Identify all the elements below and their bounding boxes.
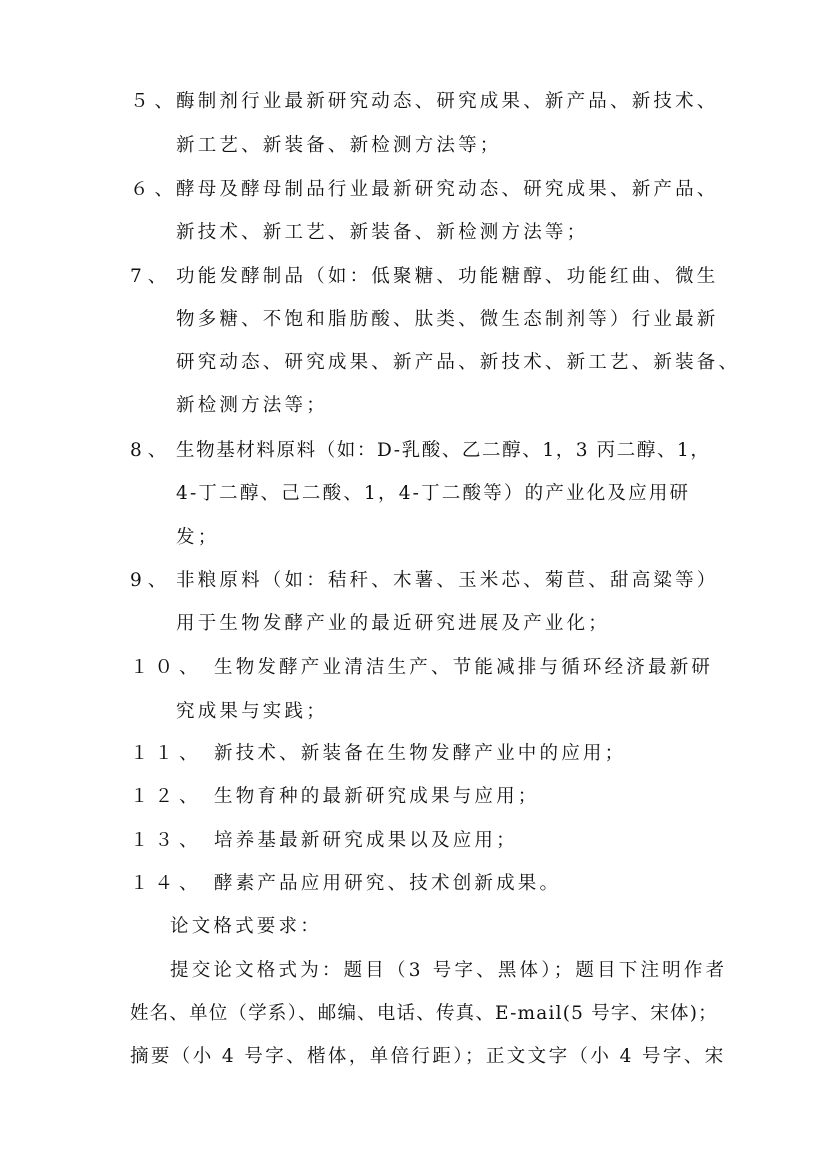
item-text-line: 究成果与实践； <box>176 701 328 722</box>
item-text-line: 功能发酵制品（如：低聚糖、功能糖醇、功能红曲、微生 <box>176 266 719 287</box>
item-text-line: 酵素产品应用研究、技术创新成果。 <box>214 873 562 894</box>
item-text-line: 4-丁二醇、己二酸、1，4-丁二酸等）的产业化及应用研 <box>176 483 691 504</box>
item-number: 7、 <box>130 266 173 287</box>
section-heading: 论文格式要求： <box>170 916 322 937</box>
item-number: １３、 <box>130 830 204 851</box>
item-text-line: 酵母及酵母制品行业最新研究动态、研究成果、新产品、 <box>176 179 719 200</box>
item-number: ５、 <box>130 91 180 112</box>
item-text-line: 新技术、新装备在生物发酵产业中的应用； <box>214 743 627 764</box>
item-number: １１、 <box>130 743 204 764</box>
item-text-line: 研究动态、研究成果、新产品、新技术、新工艺、新装备、 <box>176 352 741 373</box>
item-text-line: 新工艺、新装备、新检测方法等； <box>176 135 502 156</box>
item-text-line: 新检测方法等； <box>176 395 328 416</box>
paragraph-line: 姓名、单位（学系）、邮编、电话、传真、E-mail(5 号字、宋体)； <box>130 1003 718 1024</box>
item-text-line: 新技术、新工艺、新装备、新检测方法等； <box>176 222 589 243</box>
item-text-line: 培养基最新研究成果以及应用； <box>214 830 518 851</box>
paragraph-line: 摘要（小 4 号字、楷体，单倍行距）；正文文字（小 4 号字、宋 <box>130 1046 726 1067</box>
item-text-line: 酶制剂行业最新研究动态、研究成果、新产品、新技术、 <box>176 91 719 112</box>
item-text-line: 生物基材料原料（如：D-乳酸、乙二醇、1，3 丙二醇、1， <box>176 440 711 461</box>
item-text-line: 生物发酵产业清洁生产、节能减排与循环经济最新研 <box>214 657 714 678</box>
paragraph-line: 提交论文格式为：题目（3 号字、黑体）；题目下注明作者 <box>170 960 728 981</box>
item-number: １４、 <box>130 873 204 894</box>
item-text-line: 物多糖、不饱和脂肪酸、肽类、微生态制剂等）行业最新 <box>176 309 719 330</box>
item-number: 9、 <box>130 570 173 591</box>
item-text-line: 发； <box>176 527 220 548</box>
item-text-line: 生物育种的最新研究成果与应用； <box>214 786 540 807</box>
item-number: 8、 <box>130 440 173 461</box>
item-number: ６、 <box>130 179 180 200</box>
item-number: １２、 <box>130 786 204 807</box>
item-number: １０、 <box>130 657 204 678</box>
item-text-line: 用于生物发酵产业的最近研究进展及产业化； <box>176 613 611 634</box>
item-text-line: 非粮原料（如：秸秆、木薯、玉米芯、菊苣、甜高粱等） <box>176 570 719 591</box>
